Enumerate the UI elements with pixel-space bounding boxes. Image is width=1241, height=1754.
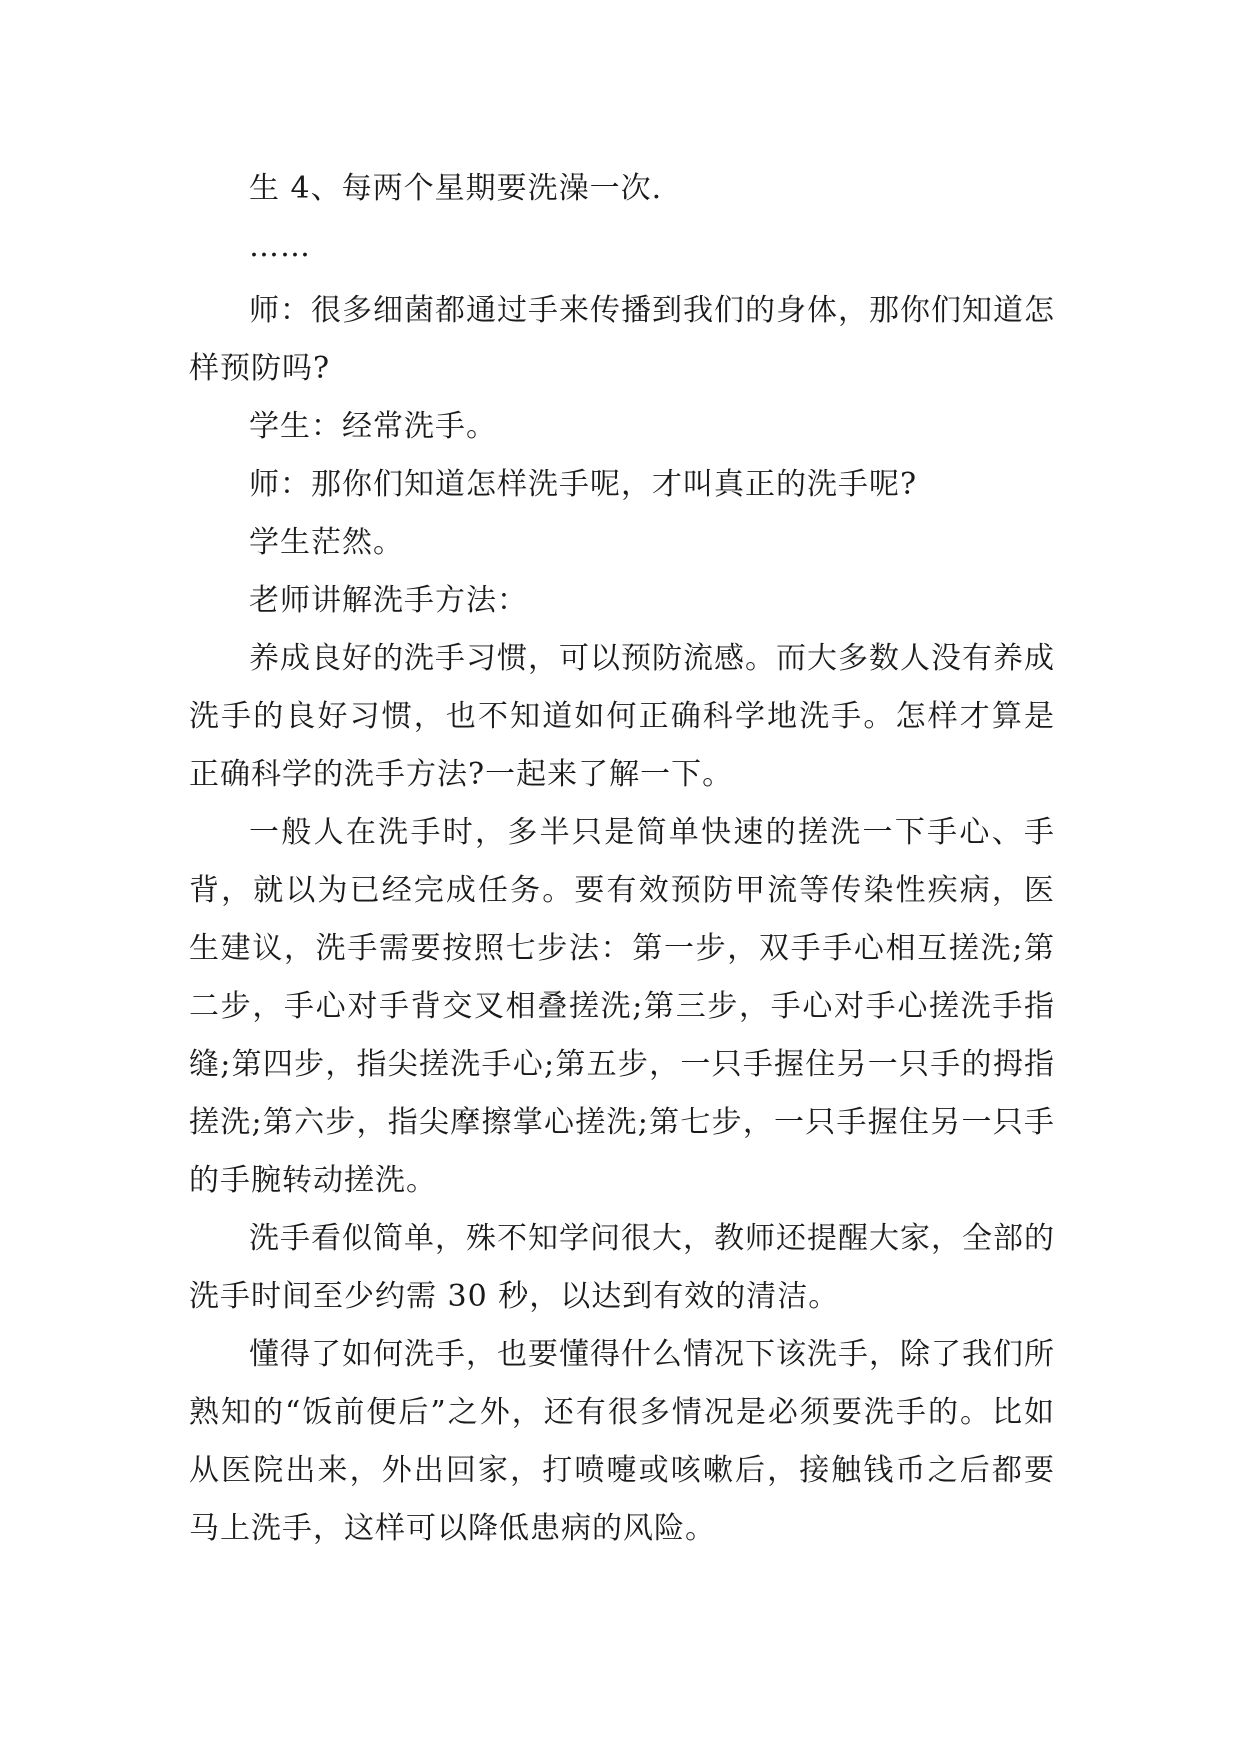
paragraph-teacher-question-prevent: 师：很多细菌都通过手来传播到我们的身体，那你们知道怎样预防吗? [189,293,1055,386]
paragraph-teacher-question-how: 师：那你们知道怎样洗手呢，才叫真正的洗手呢? [249,467,918,502]
paragraph-seven-steps: 一般人在洗手时，多半只是简单快速的搓洗一下手心、手背，就以为已经完成任务。要有效预防甲流等传染性疾病，医生建议，洗手需要按照七步法：第一步，双手手心相互搓洗;第二步，手心对手背交叉相叠搓洗;第三步，手心对手心搓洗手指缝;第四步，指尖搓洗手心;第五步，一只手握住另一只手的拇指搓洗;第六步，指尖摩擦掌心搓洗;第七步，一只手握住另一只手的手腕转动搓洗。 [189,815,1055,1198]
paragraph-duration: 洗手看似简单，殊不知学问很大，教师还提醒大家，全部的洗手时间至少约需 30 秒，以达到有效的清洁。 [189,1221,1055,1314]
paragraph-ellipsis: …… [249,229,311,264]
paragraph-student-answer: 学生：经常洗手。 [249,409,497,444]
document-body [189,160,1055,1558]
paragraph-student-4: 生 4、每两个星期要洗澡一次. [249,171,663,206]
paragraph-when-to-wash: 懂得了如何洗手，也要懂得什么情况下该洗手，除了我们所熟知的“饭前便后”之外，还有很多情况是必须要洗手的。比如从医院出来，外出回家，打喷嚏或咳嗽后，接触钱币之后都要马上洗手，这样可以降低患病的风险。 [189,1337,1055,1546]
paragraph-habit-intro: 养成良好的洗手习惯，可以预防流感。而大多数人没有养成洗手的良好习惯，也不知道如何正确科学地洗手。怎样才算是正确科学的洗手方法?一起来了解一下。 [189,641,1055,792]
paragraph-method-heading: 老师讲解洗手方法： [249,583,528,618]
paragraph-student-confused: 学生茫然。 [249,525,404,560]
